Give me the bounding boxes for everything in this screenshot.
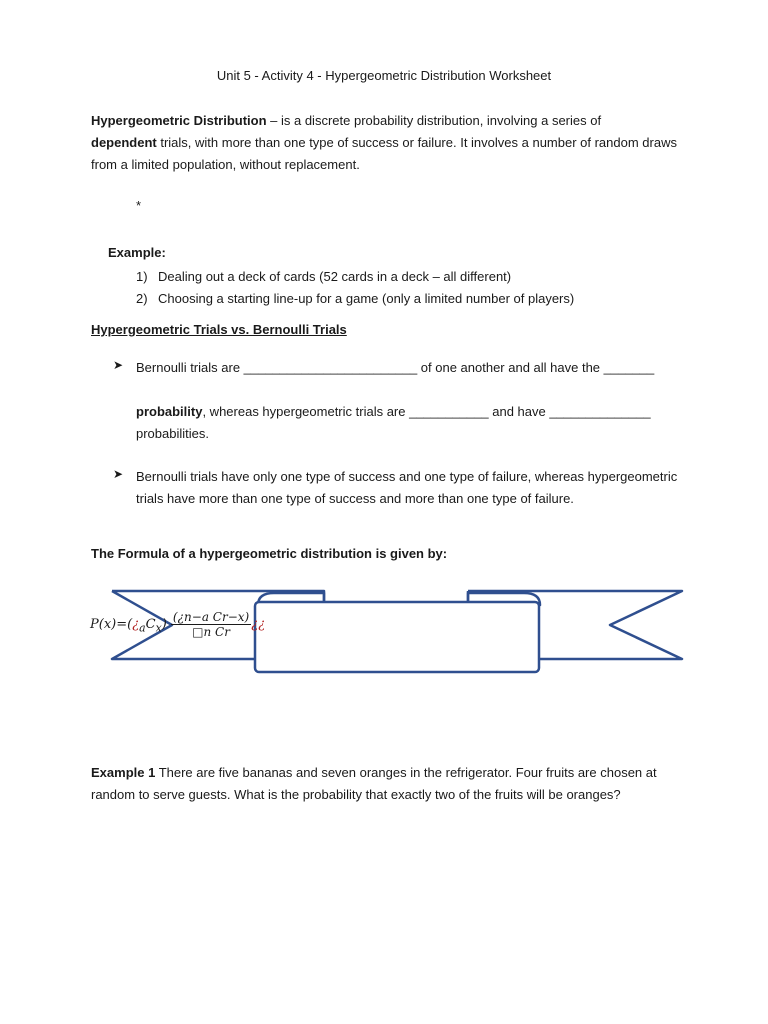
list-item-text: Choosing a starting line-up for a game (only a limited number of players): [158, 291, 575, 306]
list-item: [136, 266, 511, 288]
formula-placeholder-1: ¿: [132, 617, 140, 632]
formula-fraction: [171, 610, 251, 639]
definition-text-1: – is a discrete probability distribution, involving a series of: [266, 113, 602, 128]
formula-numerator: (¿n−a Cr−x): [172, 610, 250, 624]
list-item-text: Dealing out a deck of cards (52 cards in a deck – all different): [158, 269, 512, 284]
formula-sub-a: a: [139, 621, 146, 635]
list-item: [136, 288, 574, 310]
list-item-number: 2): [136, 291, 148, 306]
definition-text-2: trials, with more than one type of success or failure. It involves a number of random draws from a limited population, without replacement.: [91, 135, 677, 172]
formula-tail: ¿¿: [251, 617, 266, 632]
bullet-1-line-2: [136, 401, 681, 445]
formula-heading: The Formula of a hypergeometric distribution is given by:: [91, 546, 448, 561]
asterisk-mark: *: [136, 198, 142, 213]
bullet-1-text: , whereas hypergeometric trials are ___________ and have ______________ probabilities.: [136, 404, 651, 441]
formula-sub-x: x: [155, 621, 162, 635]
example-1-label: Example 1: [91, 765, 156, 780]
banner-main-box: [255, 602, 539, 672]
bullet-2: Bernoulli trials have only one type of success and one type of failure, whereas hypergeometric trials have more than one type of success and more than one type of failure.: [136, 469, 678, 506]
example-label: Example:: [108, 245, 166, 260]
example-1-paragraph: [91, 762, 681, 806]
example-1-text: There are five bananas and seven oranges in the refrigerator. Four fruits are chosen at random to serve guests. What is the probability that exactly two of the fruits will be oranges?: [91, 765, 657, 802]
bullet-1-bold-probability: probability: [136, 404, 203, 419]
formula-c: C: [145, 617, 156, 632]
formula-denominator: □n Cr: [192, 625, 230, 639]
hypergeometric-formula: [90, 610, 265, 639]
arrow-bullet-icon: ➤: [113, 467, 124, 481]
section-heading: Hypergeometric Trials vs. Bernoulli Trials: [91, 322, 347, 337]
definition-bold-dependent: dependent: [91, 135, 157, 150]
arrow-bullet-icon: ➤: [113, 358, 124, 372]
list-item-number: 1): [136, 269, 148, 284]
formula-lhs: P(x)=(: [90, 617, 133, 632]
page-title: Unit 5 - Activity 4 - Hypergeometric Distribution Worksheet: [216, 68, 552, 83]
formula-paren: ): [161, 617, 167, 632]
definition-term: Hypergeometric Distribution: [91, 113, 267, 128]
definition-paragraph: [91, 110, 691, 176]
bullet-1-line-1: Bernoulli trials are ________________________ of one another and all have the _______: [136, 360, 655, 375]
